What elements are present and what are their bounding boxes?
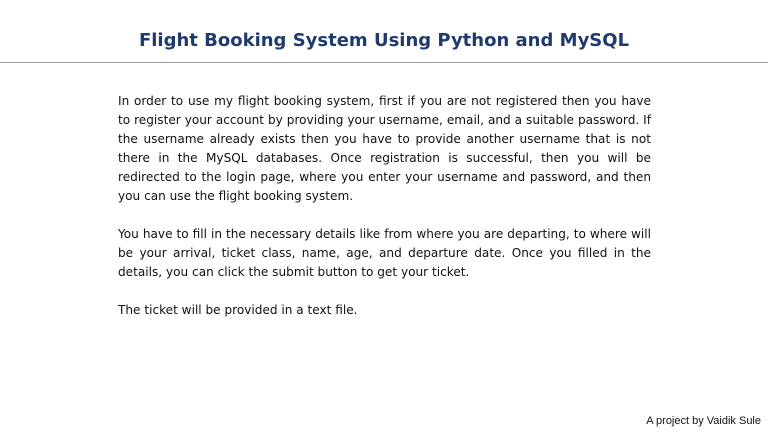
slide-body [118,92,651,339]
paragraph-ticket: The ticket will be provided in a text file. [118,303,358,317]
author-credit: A project by Vaidik Sule [646,415,761,427]
paragraph-registration: In order to use my flight booking system, first if you are not registered then you have to register your account by providing your username, email, and a suitable password. If the username already exists then you have to provide another username that is not there in the MySQL databases. Once registration is successful, then you will be redirected to the login page, where you enter your username and password, and then you can use the flight booking system. [118,94,651,203]
slide-title: Flight Booking System Using Python and MySQL [138,30,630,51]
paragraph-details: You have to fill in the necessary details like from where you are departing, to where will be your arrival, ticket class, name, age, and departure date. Once you filled in the details, you can click the submit button to get your ticket. [118,227,651,279]
title-divider [0,62,768,63]
